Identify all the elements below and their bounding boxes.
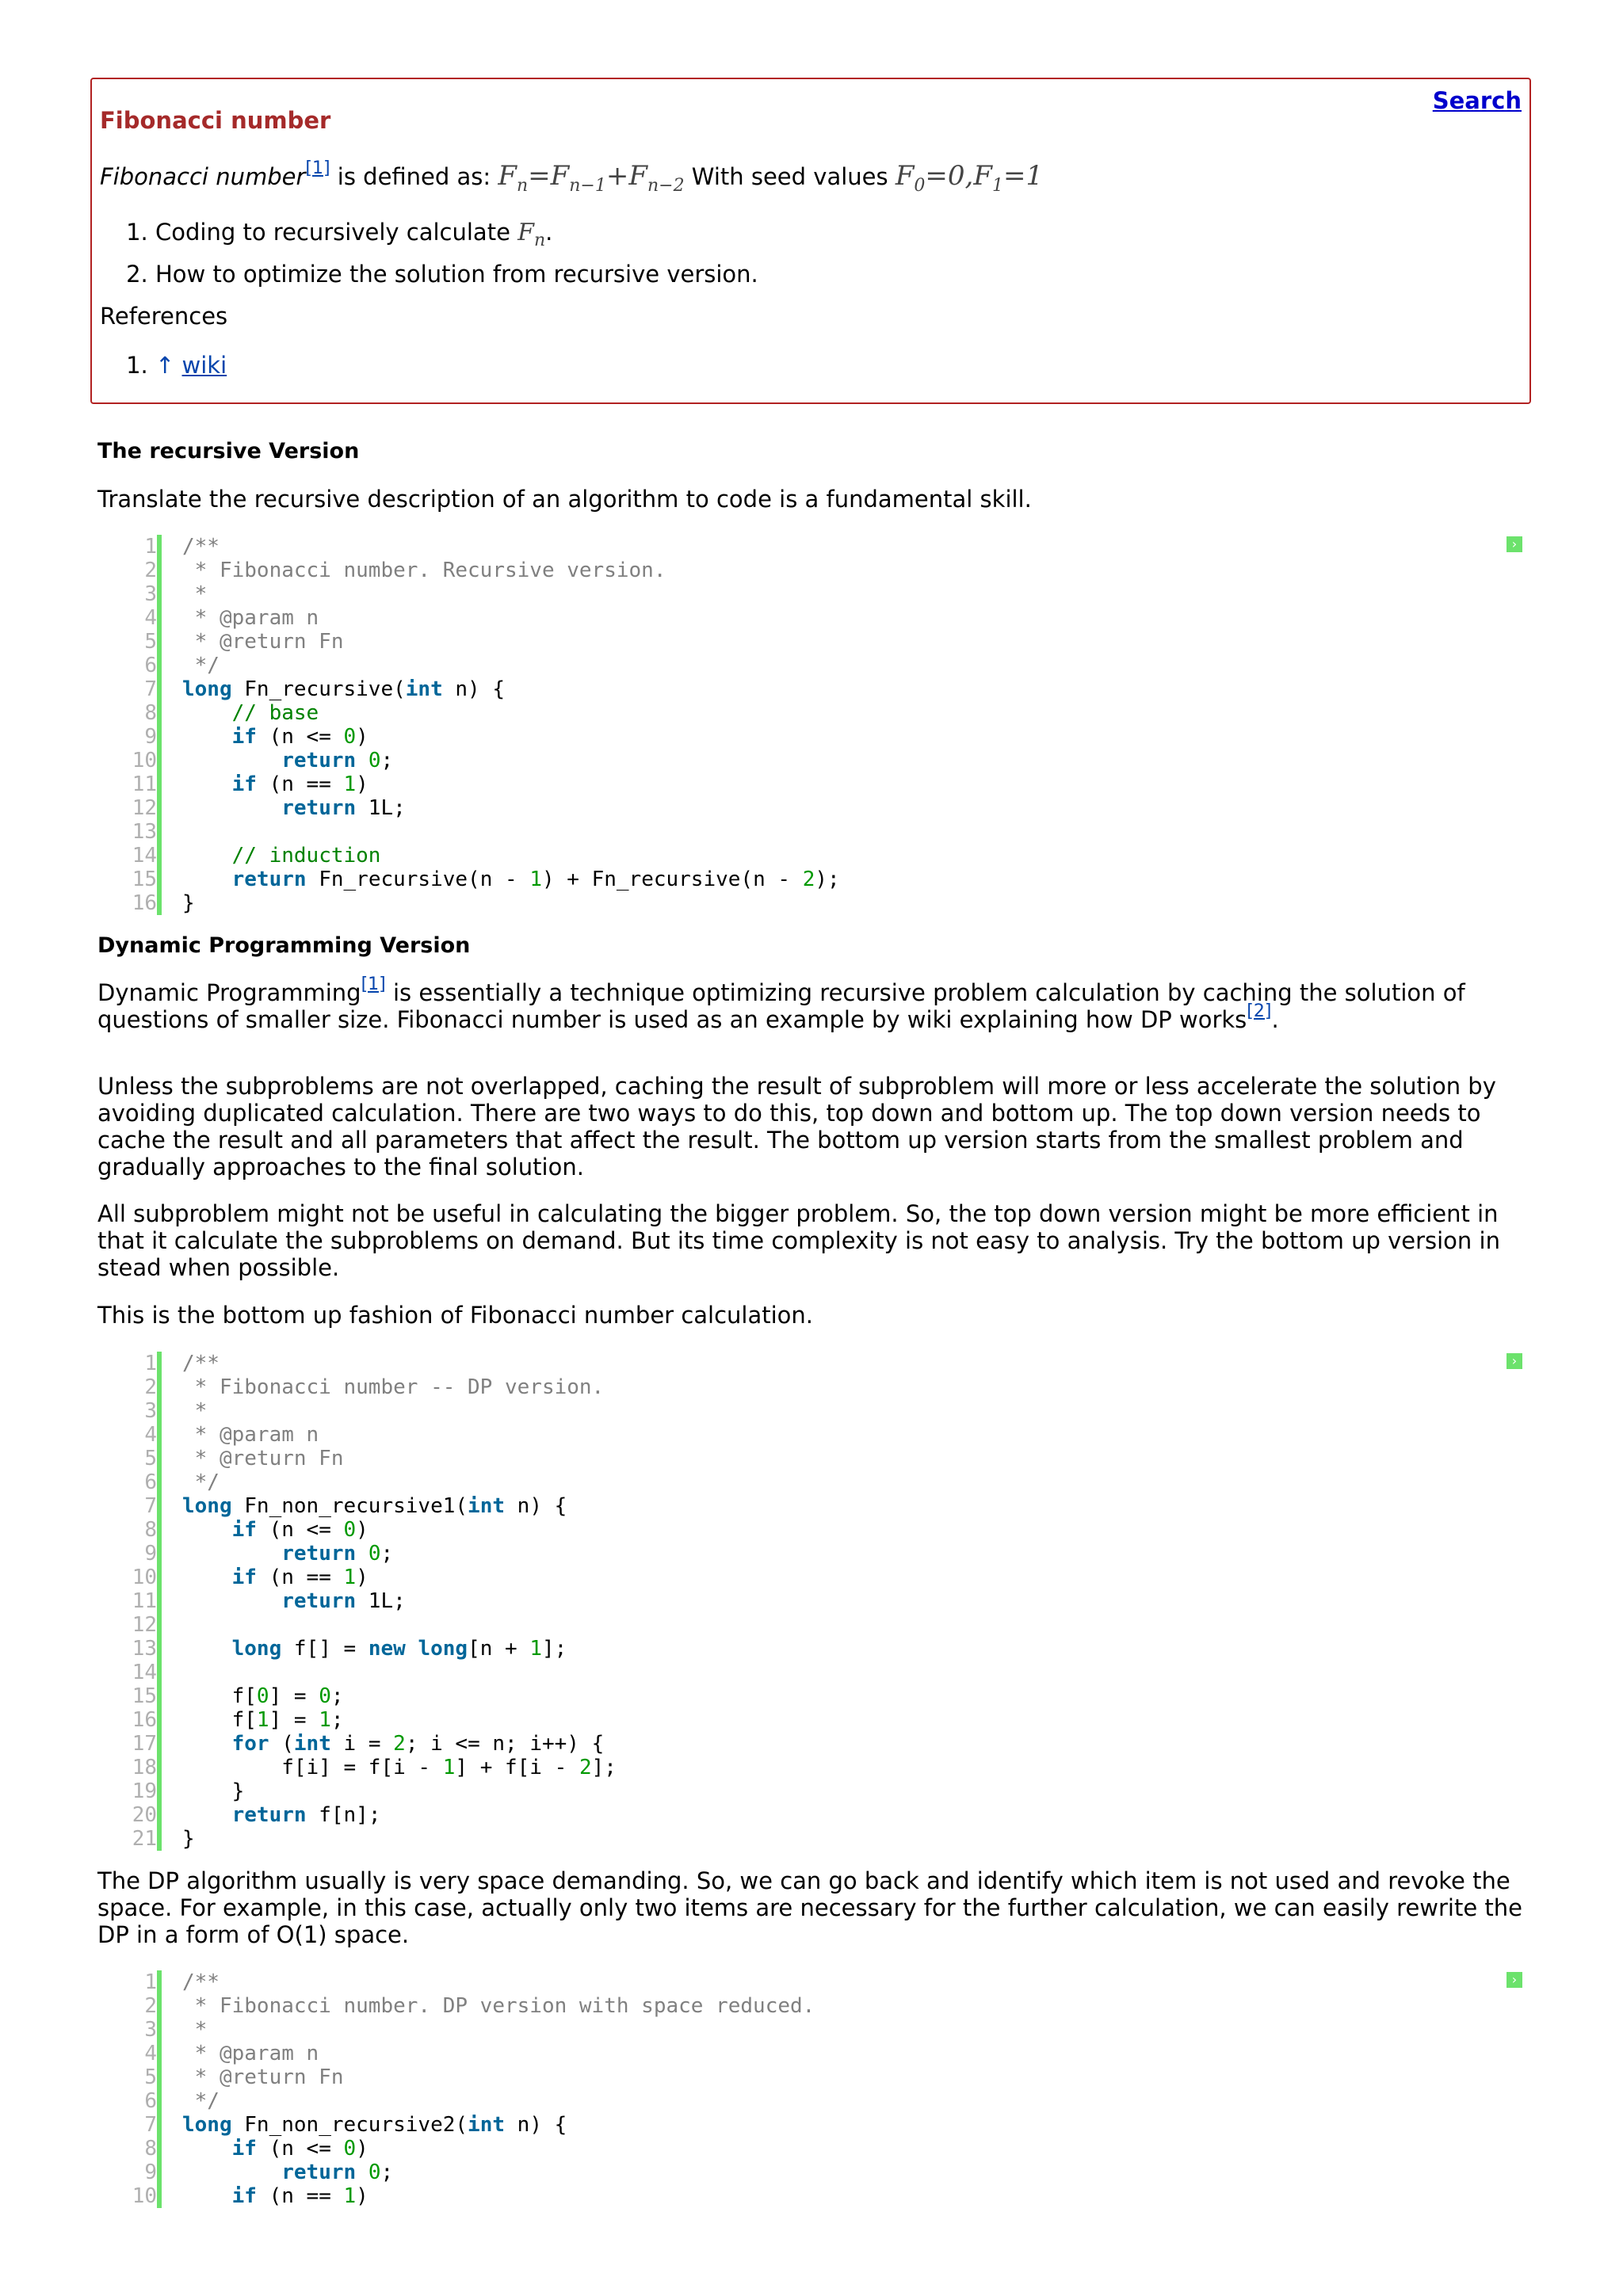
code-line: */ <box>182 1470 220 1494</box>
line-numbers <box>97 1970 157 2208</box>
code-line: */ <box>182 2089 220 2113</box>
code-line: * <box>182 582 208 606</box>
code-content <box>182 535 840 915</box>
problem-definition <box>100 160 1043 196</box>
code-line: f[i] = f[i - 1] + f[i - 2]; <box>182 1756 617 1779</box>
code-line: long Fn_non_recursive1(int n) { <box>182 1494 567 1518</box>
code-line: return 0; <box>281 1542 394 1566</box>
dp-ref-link-1[interactable]: [1] <box>361 974 386 994</box>
line-number: 10 <box>132 749 157 772</box>
line-number: 13 <box>132 820 157 844</box>
code-line: if (n <= 0) <box>231 1518 369 1542</box>
code-line: return 1L; <box>281 1589 406 1613</box>
code-line: * @return Fn <box>182 630 344 654</box>
line-number: 20 <box>132 1803 157 1827</box>
line-number: 11 <box>132 772 157 796</box>
line-number: 2 <box>144 559 157 582</box>
reference-item <box>155 349 227 382</box>
code-block-space-reduced <box>97 1970 1532 2208</box>
code-line: * Fibonacci number. Recursive version. <box>182 559 666 582</box>
gutter-bar <box>157 1970 162 2208</box>
line-number: 7 <box>144 2113 157 2137</box>
code-line: if (n == 1) <box>231 2184 369 2208</box>
code-line: f[0] = 0; <box>182 1684 344 1708</box>
code-line: * <box>182 2018 208 2042</box>
expand-icon[interactable]: › <box>1507 1353 1522 1369</box>
code-line: * @param n <box>182 1423 319 1447</box>
line-number: 3 <box>144 1399 157 1423</box>
line-number: 14 <box>132 844 157 868</box>
code-content <box>182 1970 815 2208</box>
line-number: 19 <box>132 1779 157 1803</box>
line-number: 5 <box>144 2065 157 2089</box>
gutter-bar <box>157 535 162 915</box>
line-number: 9 <box>144 1542 157 1566</box>
code-block-dp <box>97 1352 1532 1851</box>
line-number: 18 <box>132 1756 157 1779</box>
code-line: /** <box>182 1970 220 1994</box>
line-number: 4 <box>144 606 157 630</box>
line-number: 13 <box>132 1637 157 1661</box>
line-number: 15 <box>132 1684 157 1708</box>
line-number: 5 <box>144 630 157 654</box>
line-number: 16 <box>132 1708 157 1732</box>
line-number: 16 <box>132 891 157 915</box>
references-list <box>100 349 227 382</box>
line-numbers <box>97 535 157 915</box>
code-line: return 0; <box>281 2161 394 2184</box>
code-line: * <box>182 1399 208 1423</box>
line-numbers <box>97 1352 157 1851</box>
code-line: } <box>182 1779 245 1803</box>
code-line: * @return Fn <box>182 2065 344 2089</box>
line-number: 4 <box>144 1423 157 1447</box>
code-line: long Fn_recursive(int n) { <box>182 677 506 701</box>
code-line: if (n <= 0) <box>231 2137 369 2161</box>
line-number: 12 <box>132 1613 157 1637</box>
task-item: 1. Coding to recursively calculate $F_n$. <box>155 215 758 257</box>
line-number: 15 <box>132 868 157 891</box>
code-content <box>182 1352 617 1851</box>
line-number: 12 <box>132 796 157 820</box>
line-number: 4 <box>144 2042 157 2065</box>
code-line: * @return Fn <box>182 1447 344 1470</box>
code-line: return f[n]; <box>231 1803 381 1827</box>
code-line: * Fibonacci number -- DP version. <box>182 1375 605 1399</box>
code-line: // base <box>231 701 319 725</box>
line-number: 1 <box>144 535 157 559</box>
code-line: // induction <box>231 844 381 868</box>
code-line: /** <box>182 535 220 559</box>
line-number: 2 <box>144 1375 157 1399</box>
code-line: if (n == 1) <box>231 1566 369 1589</box>
reference-link-wiki[interactable]: wiki <box>181 352 227 379</box>
code-line <box>182 1613 617 1637</box>
line-number: 5 <box>144 1447 157 1470</box>
code-line: } <box>182 1827 195 1851</box>
code-line: * @param n <box>182 2042 319 2065</box>
line-number: 3 <box>144 2018 157 2042</box>
code-line: if (n <= 0) <box>231 725 369 749</box>
code-line: if (n == 1) <box>231 772 369 796</box>
code-line: return Fn_recursive(n - 1) + Fn_recursive(n - 2); <box>231 868 840 891</box>
line-number: 8 <box>144 1518 157 1542</box>
line-number: 8 <box>144 2137 157 2161</box>
recursive-heading: The recursive Version <box>97 439 360 463</box>
line-number: 7 <box>144 677 157 701</box>
line-number: 2 <box>144 1994 157 2018</box>
dp-paragraph-2: Unless the subproblems are not overlapped, caching the result of subproblem will more or less accelerate the solution by avoiding duplicated calculation. There are two ways to do this, top down and bottom up. The top down version needs to cache the result and all parameters that affect the result. The bottom up version starts from the smallest problem and gradually approaches to the final solution. <box>97 1073 1496 1180</box>
line-number: 10 <box>132 2184 157 2208</box>
line-number: 10 <box>132 1566 157 1589</box>
dp-heading: Dynamic Programming Version <box>97 933 471 958</box>
line-number: 17 <box>132 1732 157 1756</box>
code-line: return 0; <box>281 749 394 772</box>
code-line: * @param n <box>182 606 319 630</box>
line-number: 9 <box>144 2161 157 2184</box>
reference-back-arrow[interactable]: ↑ <box>155 352 175 379</box>
recursive-intro: Translate the recursive description of an algorithm to code is a fundamental skill. <box>97 486 1032 513</box>
line-number: 1 <box>144 1970 157 1994</box>
definition-term: Fibonacci number <box>100 163 306 190</box>
definition-ref-link[interactable]: [1] <box>305 158 330 178</box>
gutter-bar <box>157 1352 162 1851</box>
code-line: for (int i = 2; i <= n; i++) { <box>231 1732 605 1756</box>
fibonacci-formula: $F_n=F_{n-1}+F_{n-2}$ <box>498 160 685 196</box>
expand-icon[interactable]: › <box>1507 536 1522 552</box>
code-line: /** <box>182 1352 220 1375</box>
line-number: 9 <box>144 725 157 749</box>
code-line: return 1L; <box>281 796 406 820</box>
code-line <box>182 1661 617 1684</box>
code-line: f[1] = 1; <box>182 1708 344 1732</box>
expand-icon[interactable]: › <box>1507 1972 1522 1988</box>
code-line <box>182 820 840 844</box>
line-number: 6 <box>144 2089 157 2113</box>
dp-ref-link-2[interactable]: [2] <box>1247 1001 1272 1021</box>
seed-formula: $F_0=0,F_1=1$ <box>895 160 1044 196</box>
line-number: 8 <box>144 701 157 725</box>
search-link[interactable]: Search <box>1432 87 1522 114</box>
code-line: } <box>182 891 195 915</box>
space-paragraph: The DP algorithm usually is very space demanding. So, we can go back and identify which item is not used and revoke the space. For example, in this case, actually only two items are necessary for the further calculation, we can easily rewrite the DP in a form of O(1) space. <box>97 1867 1523 1948</box>
line-number: 14 <box>132 1661 157 1684</box>
dp-paragraph-4: This is the bottom up fashion of Fibonacci number calculation. <box>97 1302 814 1329</box>
definition-text: is defined as: <box>330 163 498 190</box>
code-block-recursive <box>97 535 1532 915</box>
problem-box <box>90 78 1531 404</box>
line-number: 7 <box>144 1494 157 1518</box>
line-number: 21 <box>132 1827 157 1851</box>
line-number: 1 <box>144 1352 157 1375</box>
line-number: 11 <box>132 1589 157 1613</box>
dp-paragraph-1: Dynamic Programming[1] is essentially a technique optimizing recursive problem calculation by caching the solution of questions of smaller size. Fibonacci number is used as an example by wiki explaining how DP works[2]. <box>97 974 1465 1033</box>
code-line: long f[] = new long[n + 1]; <box>231 1637 567 1661</box>
task-list <box>100 215 758 291</box>
line-number: 6 <box>144 1470 157 1494</box>
code-line: long Fn_non_recursive2(int n) { <box>182 2113 567 2137</box>
dp-paragraph-3: All subproblem might not be useful in calculating the bigger problem. So, the top down version might be more efficient in that it calculate the subproblems on demand. But its time complexity is not easy to analysis. Try the bottom up version in stead when possible. <box>97 1200 1500 1281</box>
seed-text: With seed values <box>691 163 896 190</box>
line-number: 6 <box>144 654 157 677</box>
code-line: * Fibonacci number. DP version with space reduced. <box>182 1994 815 2018</box>
line-number: 3 <box>144 582 157 606</box>
references-label: References <box>100 303 228 330</box>
task-item: 2. How to optimize the solution from recursive version. <box>155 257 758 291</box>
problem-title: Fibonacci number <box>100 107 331 134</box>
code-line: */ <box>182 654 220 677</box>
